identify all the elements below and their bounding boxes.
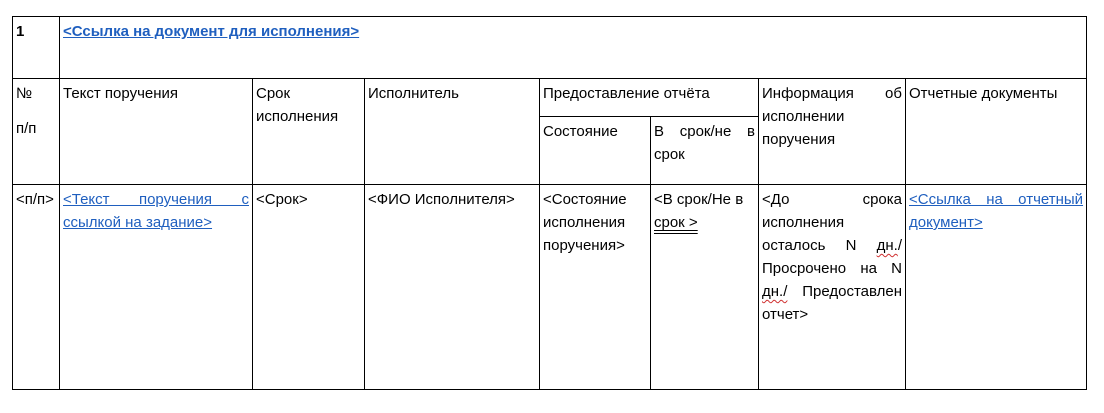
title-row: [13, 17, 1087, 79]
info-remaining: <До срока исполнения осталось N: [762, 191, 902, 254]
cell-ontime: [651, 185, 759, 390]
header-text: Текст поручения: [60, 79, 253, 185]
document-link-cell: [60, 17, 1087, 79]
assignment-text-link[interactable]: <Текст поручения с ссылкой на задание>: [63, 191, 249, 231]
header-report: Предоставление отчёта: [540, 79, 759, 117]
info-report-provided: Предоставлен отчет>: [762, 283, 902, 323]
cell-executor: <ФИО Исполнителя>: [365, 185, 540, 390]
header-number-pp: п/п: [16, 120, 37, 137]
row-number-cell: 1: [13, 17, 60, 79]
ontime-text-underlined: срок >: [654, 214, 698, 231]
cell-text: [60, 185, 253, 390]
header-deadline: Срок исполнения: [253, 79, 365, 185]
header-report-state: Состояние: [540, 117, 651, 185]
document-link[interactable]: <Ссылка на документ для исполнения>: [63, 23, 360, 40]
header-info: Информация об исполнении поручения: [759, 79, 906, 185]
cell-number: <п/п>: [13, 185, 60, 390]
info-overdue: /Просрочено на N: [762, 237, 902, 277]
header-row: [13, 79, 1087, 117]
header-report-ontime: В срок/не в срок: [651, 117, 759, 185]
cell-info: [759, 185, 906, 390]
cell-docs: [906, 185, 1087, 390]
data-row: [13, 185, 1087, 390]
header-number-symbol: №: [16, 85, 33, 102]
header-executor: Исполнитель: [365, 79, 540, 185]
ontime-text: <В срок/Не в: [654, 191, 744, 208]
info-days-2: дн./: [762, 283, 788, 300]
cell-deadline: <Срок>: [253, 185, 365, 390]
header-number: [13, 79, 60, 185]
header-docs: Отчетные документы: [906, 79, 1087, 185]
report-document-link[interactable]: <Ссылка на отчетный документ>: [909, 191, 1084, 231]
info-days: дн.: [876, 237, 898, 254]
assignment-table: [12, 16, 1087, 390]
cell-state: <Состояние исполнения поручения>: [540, 185, 651, 390]
